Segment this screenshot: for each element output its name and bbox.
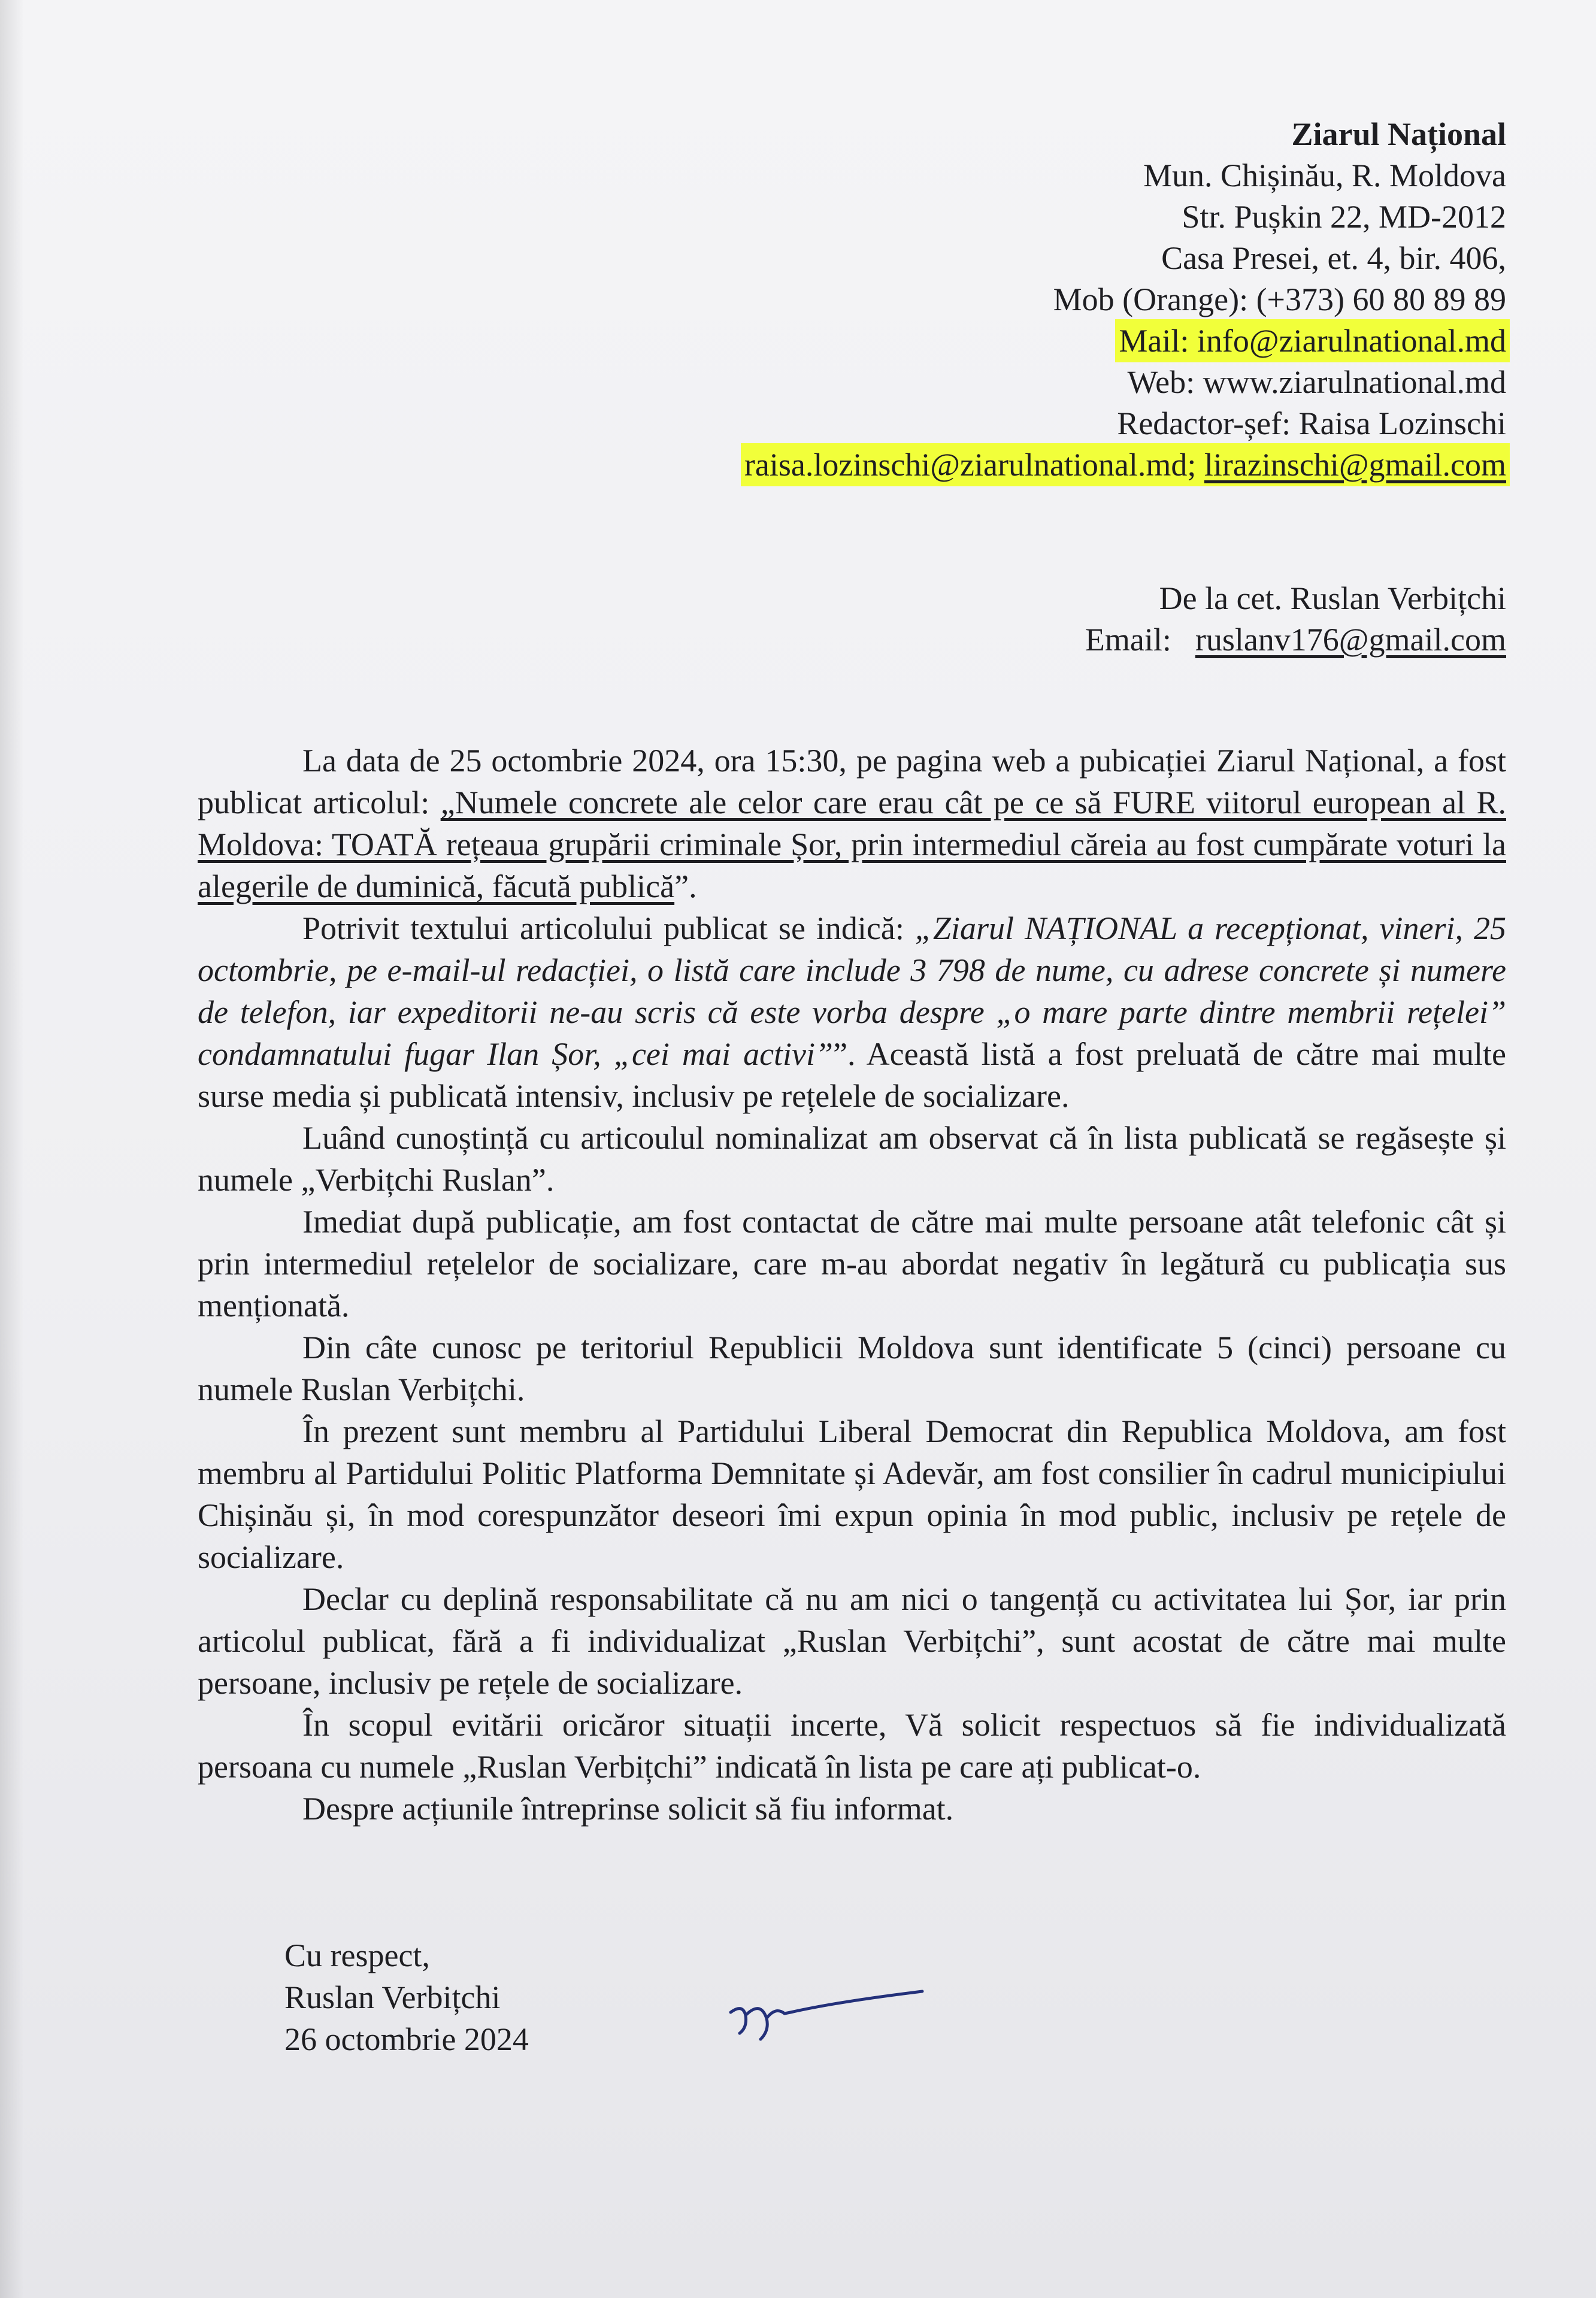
p2-quote: „Ziarul NAȚIONAL a recepționat, vineri, 25 octombrie, pe e-mail-ul redacției, o listă care include 3 798 de nume, cu adrese concrete și numere de telefon, iar expeditorii ne-au scris că este vorba despre „o mare parte dintre membrii rețelei” condamnatului fugar Ilan Șor, „cei mai activi” bbox=[198, 910, 1506, 1072]
paragraph-5: Din câte cunosc pe teritoriul Republicii Moldova sunt identificate 5 (cinci) persoane cu numele Ruslan Verbițchi. bbox=[198, 1330, 1506, 1407]
closing-name: Ruslan Verbițchi bbox=[284, 1979, 501, 2015]
p2-intro: Potrivit textului articolului publicat se indică: bbox=[302, 910, 915, 946]
closing-block bbox=[284, 1934, 529, 2060]
recipient-editor-emails bbox=[744, 444, 1506, 486]
recipient-web: Web: www.ziarulnational.md bbox=[1127, 364, 1506, 400]
paragraph-9: Despre acțiunile întreprinse solicit să fiu informat. bbox=[302, 1791, 954, 1827]
editor-email-1: raisa.lozinschi@ziarulnational.md; bbox=[744, 447, 1197, 483]
recipient-city: Mun. Chișinău, R. Moldova bbox=[1143, 158, 1506, 193]
recipient-org: Ziarul Național bbox=[1291, 116, 1506, 152]
recipient-mail-line bbox=[744, 320, 1506, 362]
recipient-phone: Mob (Orange): (+373) 60 80 89 89 bbox=[1053, 281, 1506, 317]
sender-block bbox=[1085, 578, 1506, 661]
paragraph-1 bbox=[198, 740, 1506, 907]
letter-body bbox=[198, 740, 1506, 1830]
recipient-building: Casa Presei, et. 4, bir. 406, bbox=[1161, 240, 1506, 276]
handwritten-signature bbox=[719, 1970, 934, 2054]
p1-intro: La data de 25 octombrie 2024, ora 15:30, pe pagina web a pubicației Ziarul Național, a fost publicat articolul: bbox=[198, 743, 1506, 821]
editor-email-highlight bbox=[744, 447, 1506, 483]
paragraph-4: Imediat după publicație, am fost contactat de către mai multe persoane atât telefonic cât și prin intermediul rețelelor de socializare, care m-au abordat negativ în legătură cu publicația sus menționată. bbox=[198, 1204, 1506, 1324]
recipient-header bbox=[744, 114, 1506, 486]
recipient-editor: Redactor-șef: Raisa Lozinschi bbox=[1117, 405, 1506, 441]
sender-email-line bbox=[1085, 619, 1506, 661]
paragraph-8: În scopul evitării oricăror situații incerte, Vă solicit respectuos să fie individualizată persoana cu numele „Ruslan Verbițchi” indicată în lista pe care ați publicat-o. bbox=[198, 1707, 1506, 1785]
editor-email-2: lirazinschi@gmail.com bbox=[1204, 447, 1506, 483]
recipient-mail: Mail: info@ziarulnational.md bbox=[1119, 323, 1506, 359]
p1-end: ”. bbox=[674, 868, 697, 904]
closing-date: 26 octombrie 2024 bbox=[284, 2021, 529, 2057]
paragraph-3: Luând cunoștință cu articoulul nominalizat am observat că în lista publicată se regăsește și numele „Verbițchi Ruslan”. bbox=[198, 1120, 1506, 1198]
paragraph-7: Declar cu deplină responsabilitate că nu am nici o tangență cu activitatea lui Șor, iar prin articolul publicat, fără a fi individualizat „Ruslan Verbițchi”, sunt acostat de către mai multe persoane, inclusiv pe rețele de socializare. bbox=[198, 1581, 1506, 1701]
p1-article-title: „Numele concrete ale celor care erau cât pe ce să FURE viitorul european al R. Moldova: TOATĂ rețeaua grupării criminale Șor, prin intermediul căreia au fost cumpărate voturi la alegerile de duminică, făcută publică bbox=[198, 785, 1506, 904]
sender-email-label: Email: bbox=[1085, 622, 1171, 658]
page-edge-shadow bbox=[0, 0, 24, 2298]
p2-end: ”. Această listă a fost preluată de către mai multe surse media și publicată intensiv, inclusiv pe rețelele de socializare. bbox=[198, 1036, 1507, 1114]
recipient-street: Str. Pușkin 22, MD-2012 bbox=[1182, 199, 1506, 235]
sender-from: De la cet. Ruslan Verbițchi bbox=[1159, 580, 1506, 616]
sender-email-value: ruslanv176@gmail.com bbox=[1195, 622, 1506, 658]
paragraph-2 bbox=[198, 907, 1506, 1117]
paragraph-6: În prezent sunt membru al Partidului Liberal Democrat din Republica Moldova, am fost membru al Partidului Politic Platforma Demnitate și Adevăr, am fost consilier în cadrul municipiului Chișinău și, în mod corespunzător deseori îmi expun opinia în mod public, inclusiv pe rețele de socializare. bbox=[198, 1413, 1506, 1575]
closing-greeting: Cu respect, bbox=[284, 1937, 430, 1973]
